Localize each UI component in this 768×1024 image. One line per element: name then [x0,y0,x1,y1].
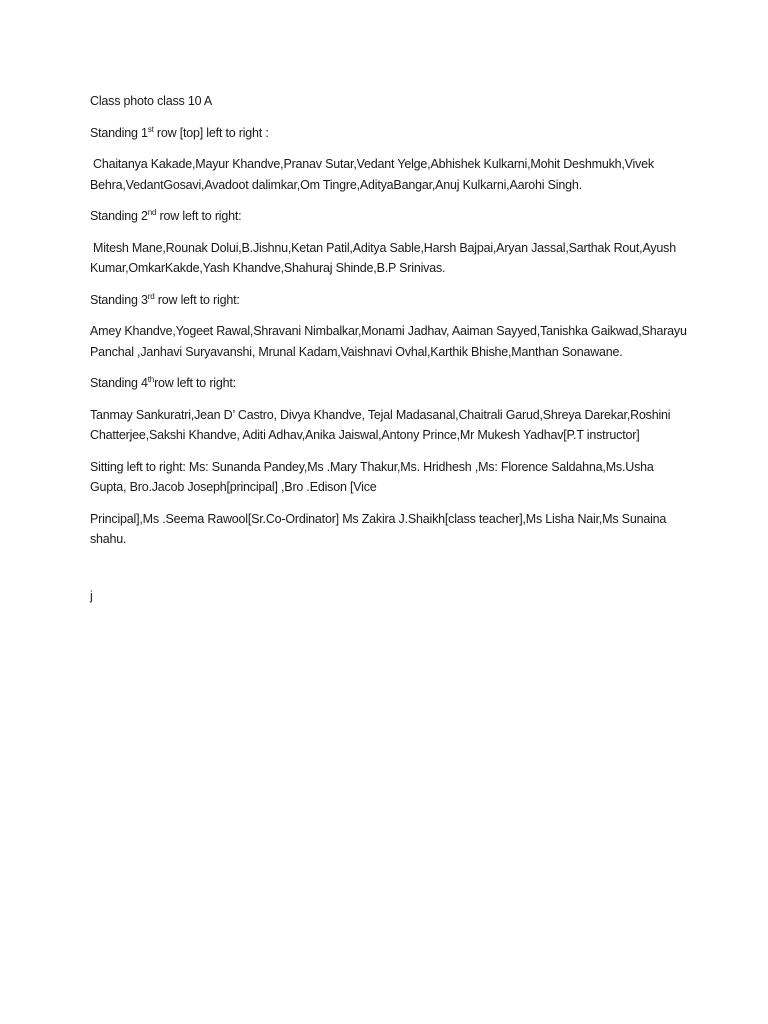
row-4-names: Tanmay Sankuratri,Jean D’ Castro, Divya Khandve, Tejal Madasanal,Chaitrali Garud,Shreya Darekar,Roshini Chatterjee,Sakshi Khandve, Aditi Adhav,Anika Jaiswal,Antony Prince,Mr Mukesh Yadhav[P.T instructor] [90,407,671,442]
row-2-heading-pre: Standing 2 [90,209,148,223]
document-body [90,91,690,606]
row-1-names: Chaitanya Kakade,Mayur Khandve,Pranav Sutar,Vedant Yelge,Abhishek Kulkarni,Mohit Deshmukh,Vivek Behra,VedantGosavi,Avadoot dalimkar,Om Tingre,AdityaBangar,Anuj Kulkarni,Aarohi Singh. [90,157,654,192]
row-2-heading-sup: nd [147,208,157,217]
row-3-heading-sup: rd [147,291,155,301]
row-2-heading-post: row left to right: [156,209,242,223]
sitting-paragraph-2: Principal],Ms .Seema Rawool[Sr.Co-Ordinator] Ms Zakira J.Shaikh[class teacher],Ms Lisha Nair,Ms Sunaina shahu. [90,511,667,546]
row-3-heading-pre: Standing 3 [90,292,148,307]
sitting-paragraph-1: Sitting left to right: Ms: Sunanda Pandey,Ms .Mary Thakur,Ms. Hridhesh ,Ms: Florence Saldahna,Ms.Usha Gupta, Bro.Jacob Joseph[principal] ,Bro .Edison [Vice [90,459,654,494]
row-4-heading-pre: Standing 4 [90,376,148,390]
row-1-heading-pre: Standing 1 [90,125,148,140]
stray-character: j [90,588,93,603]
row-3-names: Amey Khandve,Yogeet Rawal,Shravani Nimbalkar,Monami Jadhav, Aaiman Sayyed,Tanishka Gaikwad,Sharayu Panchal ,Janhavi Suryavanshi, Mrunal Kadam,Vaishnavi Ovhal,Karthik Bhishe,Manthan Sonawane. [90,324,687,359]
row-3-heading-post: row left to right: [154,292,240,307]
row-2-names: Mitesh Mane,Rounak Dolui,B.Jishnu,Ketan Patil,Aditya Sable,Harsh Bajpai,Aryan Jassal,Sarthak Rout,Ayush Kumar,OmkarKakde,Yash Khandve,Shahuraj Shinde,B.P Srinivas. [90,240,676,275]
row-4-heading-sup: th [147,375,155,384]
row-4-heading [90,373,690,394]
row-1-heading-post: row [top] left to right : [153,125,269,140]
row-3-heading [90,290,690,311]
row-4-heading-post: row left to right: [154,376,236,390]
row-1-heading-sup: st [147,124,154,134]
document-title: Class photo class 10 A [90,94,213,108]
row-1-heading [90,123,690,144]
row-2-heading [90,206,690,227]
